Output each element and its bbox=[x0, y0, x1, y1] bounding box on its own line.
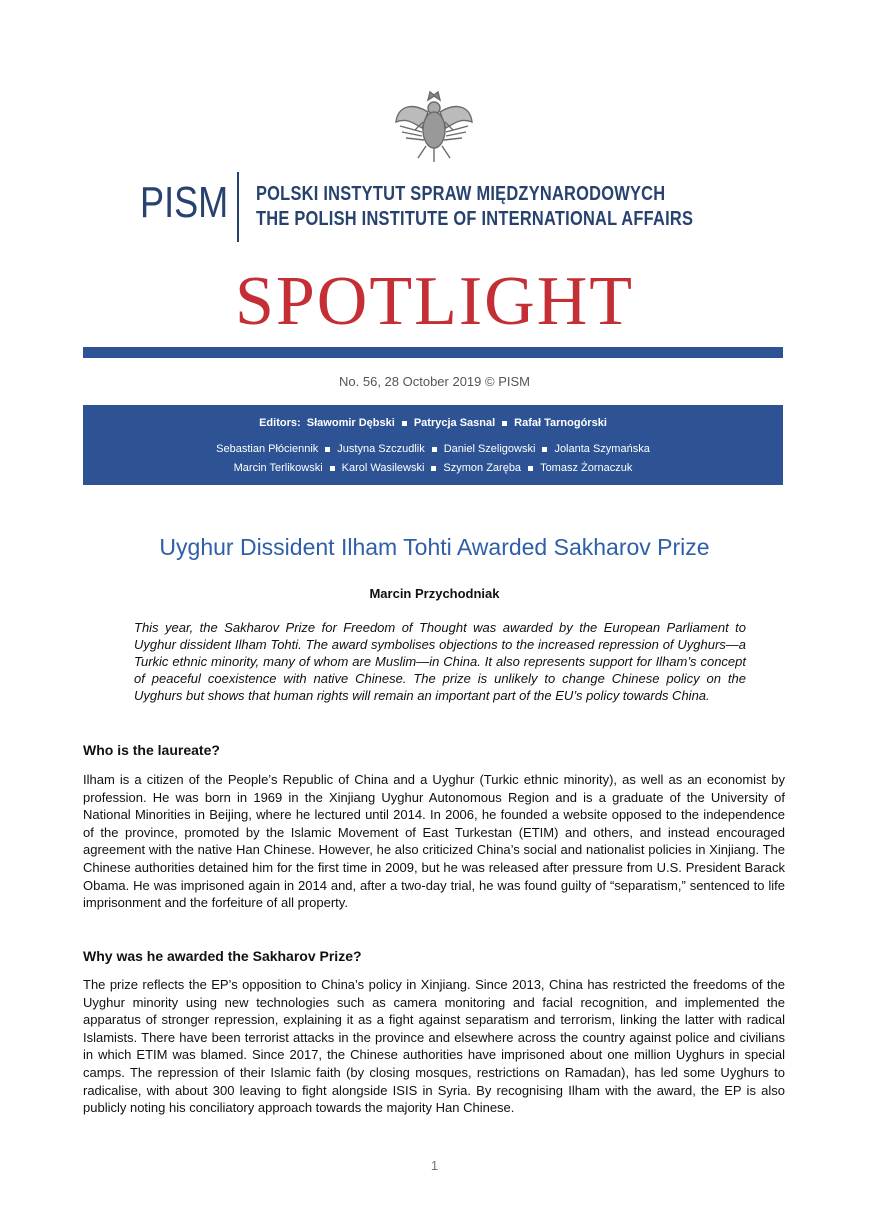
page-number: 1 bbox=[430, 1158, 439, 1173]
editors-box bbox=[83, 405, 783, 485]
section-heading-prize: Why was he awarded the Sakharov Prize? bbox=[83, 948, 362, 964]
editors-line-2 bbox=[83, 443, 783, 455]
editors-label: Editors: bbox=[259, 417, 301, 429]
editors-line-1 bbox=[83, 417, 783, 429]
pism-logo-text: PISM bbox=[140, 178, 229, 227]
editor-name: Szymon Zaręba bbox=[443, 462, 522, 474]
editor-name: Jolanta Szymańska bbox=[554, 443, 650, 455]
editor-name: Sebastian Płóciennik bbox=[216, 443, 319, 455]
article-author: Marcin Przychodniak bbox=[369, 586, 500, 601]
article-abstract: This year, the Sakharov Prize for Freedom of Thought was awarded by the European Parliament to Uyghur dissident Ilham Tohti. The award symbolises objections to the increased repression of Uyghurs—a Turkic ethnic minority, many of whom are Muslim—in China. It also represents support for Ilham’s concept of peaceful coexistence with native Chinese. The prize is unlikely to change Chinese policy on the Uyghurs but shows that human rights will remain an important part of the EU’s policy towards China. bbox=[134, 620, 746, 703]
editor-name: Karol Wasilewski bbox=[341, 462, 425, 474]
section-text-prize: The prize reflects the EP’s opposition to China’s policy in Xinjiang. Since 2013, China has restricted the freedoms of the Uyghur minority using new technologies such as camera monitoring and facial recognition, and implemented the apparatus of stronger repression, explaining it as a fight against separatism and terrorism, linking the latter with radical Islamists. There have been terrorist attacks in the province and elsewhere across the country against police and civilians in which ETIM was blamed. Since 2017, the Chinese authorities have imprisoned about one million Uyghurs in special camps. The repression of their Islamic faith (by closing mosques, restrictions on Ramadan), has led some Uyghurs to radicalise, with about 300 leaving to fight alongside ISIS in Syria. By recognising Ilham with the award, the EP is also publicly noting his conciliatory approach towards the majority Han Chinese. bbox=[83, 977, 785, 1116]
series-title: SPOTLIGHT bbox=[234, 263, 635, 340]
article-title: Uyghur Dissident Ilham Tohti Awarded Sakharov Prize bbox=[159, 534, 710, 560]
issue-line: No. 56, 28 October 2019 © PISM bbox=[339, 374, 530, 389]
eagle-emblem-icon bbox=[392, 88, 476, 164]
editors-line-3 bbox=[83, 462, 783, 474]
editor-name: Sławomir Dębski bbox=[306, 417, 395, 429]
section-text-laureate: Ilham is a citizen of the People’s Republic of China and a Uyghur (Turkic ethnic minority), as well as an economist by profession. He was born in 1969 in the Xinjiang Uyghur Autonomous Region and is a graduate of the University of National Minorities in Beijing, where he lectured until 2014. In 2006, he founded a website opposed to the independence of the province, promoted by the Islamic Movement of East Turkestan (ETIM) and others, and instead encouraged agreement with the native Han Chinese. However, he also criticized China’s social and nationalist policies in Xinjiang. The Chinese authorities detained him for the first time in 2009, but he was released after pressure from U.S. President Barack Obama. He was imprisoned again in 2014 and, after a two-day trial, he was found guilty of “separatism,” sentenced to life imprisonment and the forfeiture of all property. bbox=[83, 772, 785, 911]
editor-name: Tomasz Żornaczuk bbox=[540, 462, 633, 474]
institute-name-en: THE POLISH INSTITUTE OF INTERNATIONAL AFFAIRS bbox=[256, 208, 694, 230]
institute-name bbox=[256, 182, 693, 232]
logo-divider bbox=[237, 172, 239, 242]
editor-name: Patrycja Sasnal bbox=[413, 417, 496, 429]
institute-name-pl: POLSKI INSTYTUT SPRAW MIĘDZYNARODOWYCH bbox=[256, 183, 666, 205]
editor-name: Marcin Terlikowski bbox=[233, 462, 323, 474]
editor-name: Justyna Szczudlik bbox=[337, 443, 425, 455]
editor-name: Rafał Tarnogórski bbox=[514, 417, 607, 429]
section-heading-laureate: Who is the laureate? bbox=[83, 742, 220, 758]
editor-name: Daniel Szeligowski bbox=[443, 443, 536, 455]
header-rule bbox=[83, 347, 783, 358]
